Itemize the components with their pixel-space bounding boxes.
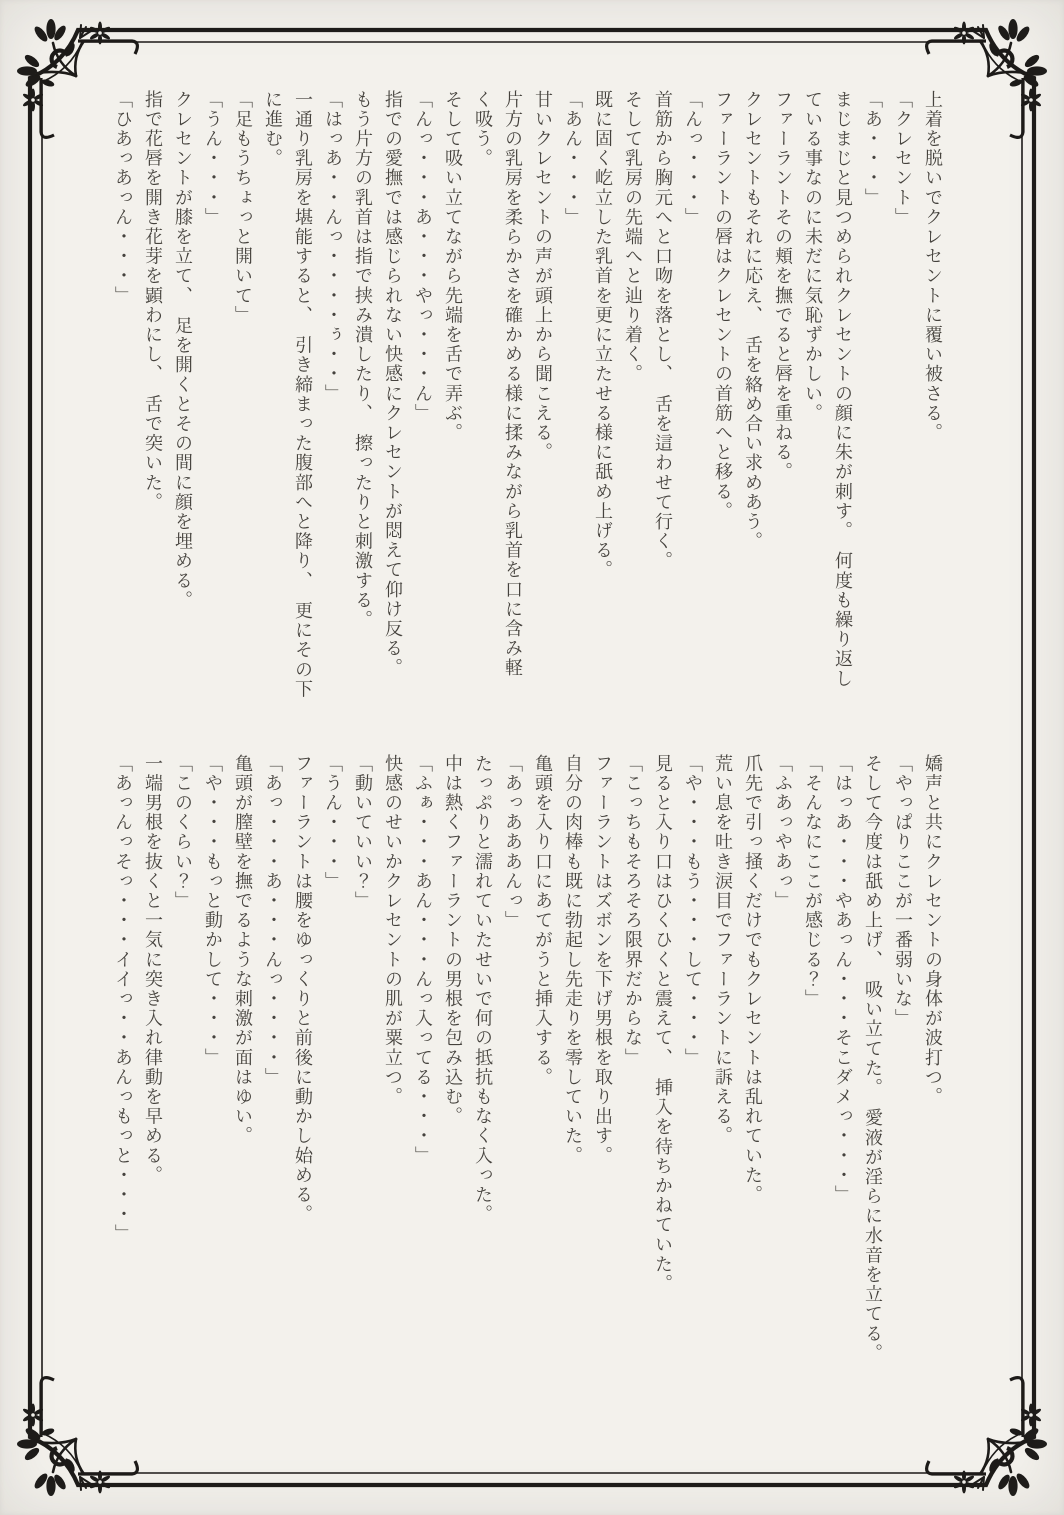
text-line: 快感のせいかクレセントの肌が粟立つ。: [383, 754, 403, 1107]
text-line: 「あっんっそっ・・・イイっ・・あんっもっと・・・」: [113, 754, 133, 1244]
text-line: く吸う。: [473, 90, 493, 169]
text-line: 「クレセント」: [893, 90, 913, 228]
text-line: 「ひあっあっん・・・」: [113, 90, 133, 306]
text-line: 「や・・・もっと動かして・・・」: [203, 754, 223, 1068]
text-line: まじまじと見つめられクレセントの顔に朱が刺す。 何度も繰り返し: [833, 90, 853, 689]
top-text-block: [108, 90, 948, 699]
text-line: ている事なのに未だに気恥ずかしい。: [803, 90, 823, 424]
text-line: 「はっあ・・・やあっん・・・そこダメっ・・・」: [833, 754, 853, 1205]
text-line: 指で花唇を開き花芽を顕わにし、 舌で突いた。: [143, 90, 163, 513]
text-line: 「あっ・・・あ・・・んっ・・・・」: [263, 754, 283, 1088]
text-line: 「やっぱりここが一番弱いな」: [893, 754, 913, 1029]
text-line: 「ふあっやあっ」: [773, 754, 793, 911]
text-line: 見ると入り口はひくひくと震えて、 挿入を待ちかねていた。: [653, 754, 673, 1294]
text-line: 「んっ・・・あ・・・やっ・・・ん」: [413, 90, 433, 424]
text-line: 「や・・・もう・・・して・・・」: [683, 754, 703, 1068]
text-line: に進む。: [263, 90, 283, 169]
text-line: ファーラントは腰をゆっくりと前後に動かし始める。: [293, 754, 313, 1225]
text-line: 嬌声と共にクレセントの身体が波打つ。: [923, 754, 943, 1107]
text-line: そして吸い立てながら先端を舌で弄ぶ。: [443, 90, 463, 443]
text-line: 上着を脱いでクレセントに覆い被さる。: [923, 90, 943, 443]
text-line: 片方の乳房を柔らかさを確かめる様に揉みながら乳首を口に含み軽: [503, 90, 523, 678]
text-line: 「このくらい？」: [173, 754, 193, 911]
text-line: 一端男根を抜くと一気に突き入れ律動を早める。: [143, 754, 163, 1186]
bottom-text-block: [108, 754, 948, 1363]
text-line: 自分の肉棒も既に勃起し先走りを零していた。: [563, 754, 583, 1166]
text-line: 既に固く屹立した乳首を更に立たせる様に舐め上げる。: [593, 90, 613, 580]
text-line: 一通り乳房を堪能すると、 引き締まった腹部へと降り、 更にその下: [293, 90, 313, 700]
text-line: 「うん・・・」: [323, 754, 343, 892]
text-line: たっぷりと濡れていたせいで何の抵抗もなく入った。: [473, 754, 493, 1225]
text-line: 「そんなにここが感じる？」: [803, 754, 823, 1009]
text-line: クレセントが膝を立て、 足を開くとその間に顔を埋める。: [173, 90, 193, 611]
text-line: 首筋から胸元へと口吻を落とし、 舌を這わせて行く。: [653, 90, 673, 571]
text-line: クレセントもそれに応え、 舌を絡め合い求めあう。: [743, 90, 763, 552]
text-line: 「んっ・・・」: [683, 90, 703, 228]
text-line: 「あん・・・」: [563, 90, 583, 228]
text-line: 亀頭が膣壁を撫でるような刺激が面はゆい。: [233, 754, 253, 1146]
text-line: ファーラントはズボンを下げ男根を取り出す。: [593, 754, 613, 1166]
text-line: そして今度は舐め上げ、 吸い立てた。 愛液が淫らに水音を立てる。: [863, 754, 883, 1364]
text-line: ファーラントの唇はクレセントの首筋へと移る。: [713, 90, 733, 522]
text-line: 「ふぁ・・・あん・・・んっ入ってる・・・」: [413, 754, 433, 1166]
text-line: 指での愛撫では感じられない快感にクレセントが悶えて仰け反る。: [383, 90, 403, 678]
text-line: もう片方の乳首は指で挟み潰したり、 擦ったりと刺激する。: [353, 90, 373, 630]
text-line: 爪先で引っ掻くだけでもクレセントは乱れていた。: [743, 754, 763, 1205]
text-line: そして乳房の先端へと辿り着く。: [623, 90, 643, 384]
text-line: 荒い息を吐き涙目でファーラントに訴える。: [713, 754, 733, 1146]
text-line: 「はっあ・・んっ・・・・ぅ・・」: [323, 90, 343, 404]
text-line: 「あ・・・」: [863, 90, 883, 208]
text-line: 中は熱くファーラントの男根を包み込む。: [443, 754, 463, 1127]
text-line: 「こっちもそろそろ限界だからな」: [623, 754, 643, 1068]
text-line: 甘いクレセントの声が頭上から聞こえる。: [533, 90, 553, 463]
text-line: 亀頭を入り口にあてがうと挿入する。: [533, 754, 553, 1088]
text-line: 「うん・・・」: [203, 90, 223, 228]
text-line: 「動いていい？」: [353, 754, 373, 911]
text-line: 「足もうちょっと開いて」: [233, 90, 253, 326]
text-line: ファーラントその頬を撫でると唇を重ねる。: [773, 90, 793, 482]
text-line: 「あっあああんっ」: [503, 754, 523, 931]
